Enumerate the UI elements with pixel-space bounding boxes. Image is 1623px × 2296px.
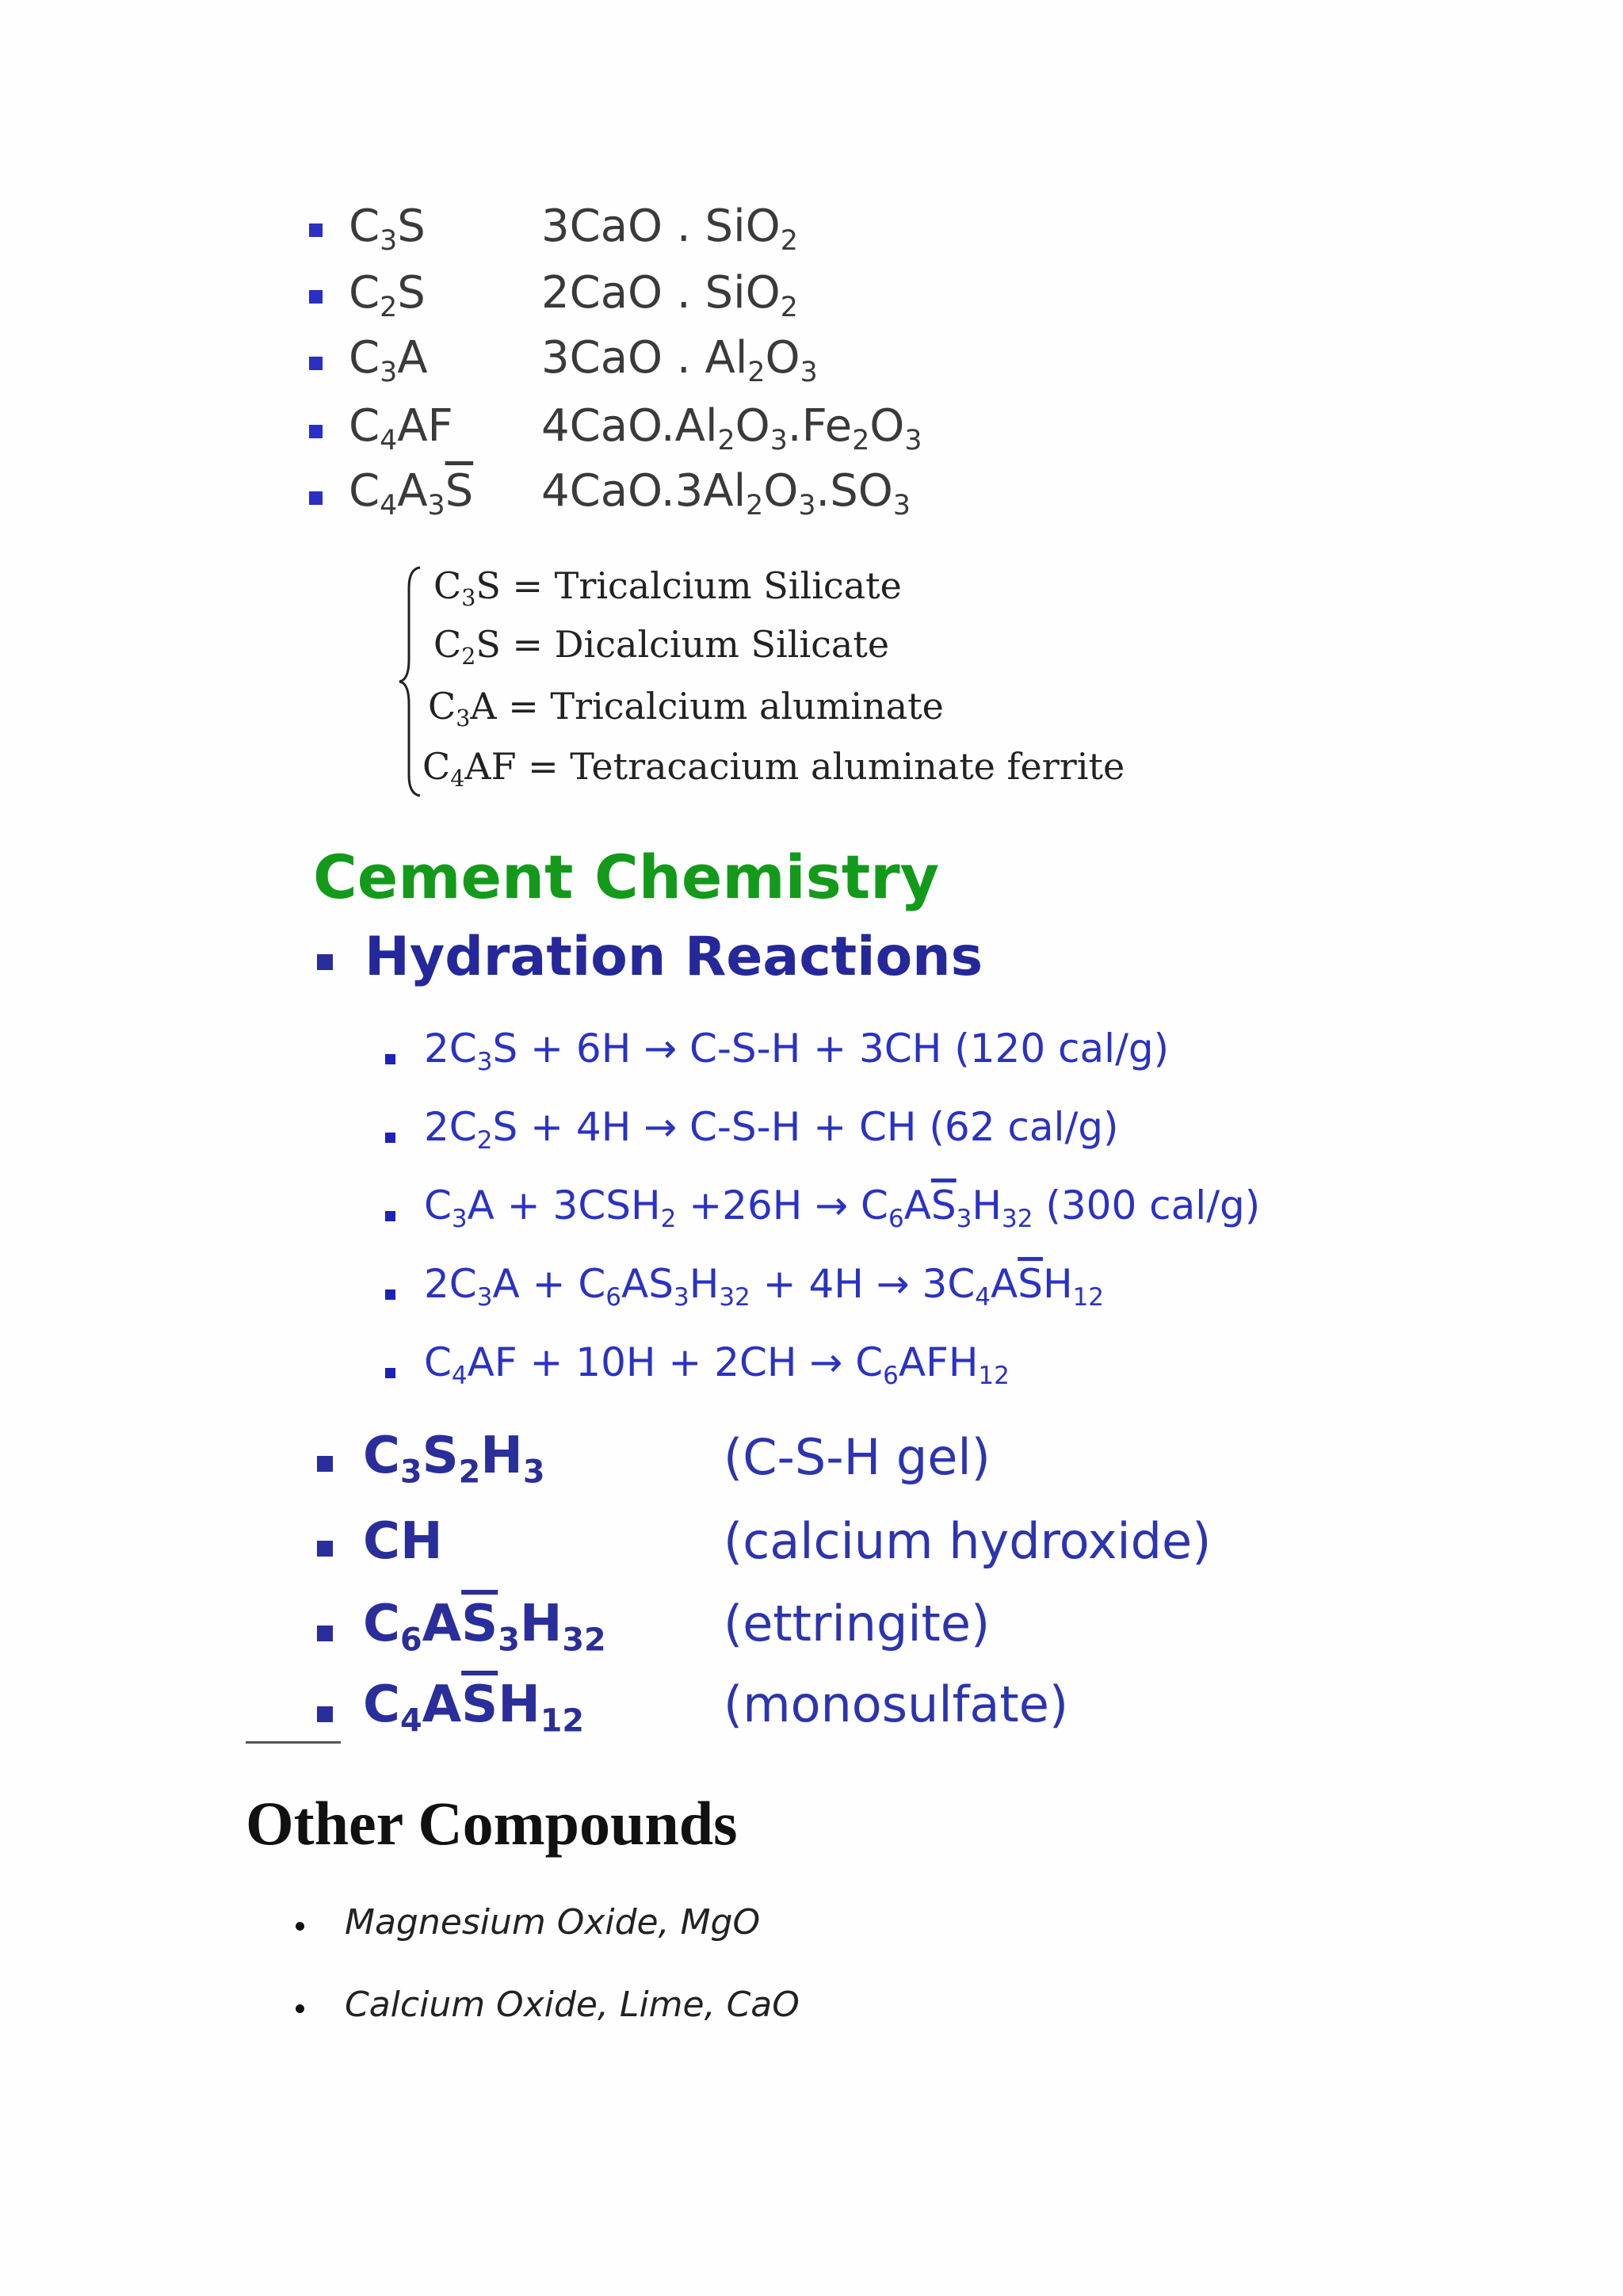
- section-title: Cement Chemistry: [313, 842, 940, 912]
- compound-abbr: $C_2S$: [349, 267, 426, 324]
- product-description: (C-S-H gel): [724, 1428, 991, 1486]
- bullet-icon: [309, 425, 323, 438]
- reaction-equation: $2C_2S + 4H \to C-S-H$ + CH (62 cal/g): [424, 1104, 1119, 1155]
- compound-abbr: $C_3S$: [349, 201, 426, 258]
- compound-formula: $4CaO.Al_2O_3.Fe_2O_3$: [541, 400, 922, 457]
- compound-abbr: $C_4AF$: [349, 400, 453, 457]
- bullet-icon: [309, 223, 323, 237]
- bullet-icon: [385, 1211, 395, 1221]
- left-brace-icon: [395, 564, 426, 799]
- reaction-equation: $C_4AF + 10H + 2CH \to C_6AFH_{12}$: [424, 1339, 1010, 1390]
- list-item: Magnesium Oxide, MgO: [345, 1902, 761, 1943]
- compound-name: $C_2S$ = Dicalcium Silicate: [433, 623, 890, 670]
- product-formula: $C_6A\overline{S}_3H_{32}$: [363, 1595, 606, 1659]
- divider: [246, 1741, 341, 1744]
- reaction-equation: $2C_3A + C_6AS_3H_{32} + 4H \to 3C_4A\overline{S}H_{12}$: [424, 1261, 1105, 1312]
- product-description: (monosulfate): [724, 1675, 1069, 1733]
- reaction-equation: $C_3A + 3CSH_2 +26H \to C_6A\overline{S}_3H_{32}$ (300 cal/g): [424, 1182, 1261, 1233]
- bullet-icon: [317, 1626, 333, 1641]
- bullet-icon: [385, 1054, 395, 1064]
- section-subtitle: Hydration Reactions: [365, 926, 983, 988]
- reaction-equation: $2C_3S + 6H \to C-S-H + 3CH$ (120 cal/g): [424, 1026, 1170, 1076]
- bullet-icon: [317, 1456, 333, 1472]
- compound-formula: 3CaO . $Al_2O_3$: [541, 332, 818, 389]
- compound-formula: 3CaO . SiO$_2$: [541, 201, 798, 258]
- compound-formula: $4CaO.3Al_2O_3.SO_3$: [541, 465, 911, 522]
- compound-name: $C_4AF$ = Tetracacium aluminate ferrite: [422, 745, 1125, 793]
- list-item: Calcium Oxide, Lime, CaO: [345, 1985, 800, 2025]
- bullet-icon: [296, 2004, 304, 2013]
- compound-abbr: $C_4A_3\overline{S}$: [349, 465, 474, 522]
- compound-formula: 2CaO . SiO$_2$: [541, 267, 798, 324]
- bullet-icon: [317, 954, 333, 970]
- bullet-icon: [385, 1133, 395, 1143]
- bullet-icon: [309, 290, 323, 304]
- compound-name: $C_3A$ = Tricalcium aluminate: [428, 685, 944, 732]
- compound-name: $C_3S$ = Tricalcium Silicate: [433, 564, 902, 612]
- product-description: (calcium hydroxide): [724, 1512, 1212, 1570]
- bullet-icon: [385, 1289, 395, 1300]
- bullet-icon: [317, 1706, 333, 1722]
- bullet-icon: [385, 1368, 395, 1378]
- product-description: (ettringite): [724, 1595, 991, 1652]
- bullet-icon: [309, 491, 323, 505]
- bullet-icon: [317, 1541, 333, 1557]
- product-formula: $C_4A\overline{S}H_{12}$: [363, 1675, 584, 1740]
- bullet-icon: [309, 357, 323, 370]
- section-heading: Other Compounds: [246, 1789, 738, 1858]
- bullet-icon: [296, 1922, 304, 1931]
- product-formula: $C_3S_2H_3$: [363, 1427, 545, 1491]
- product-formula: CH: [363, 1512, 443, 1571]
- compound-abbr: $C_3A$: [349, 332, 428, 389]
